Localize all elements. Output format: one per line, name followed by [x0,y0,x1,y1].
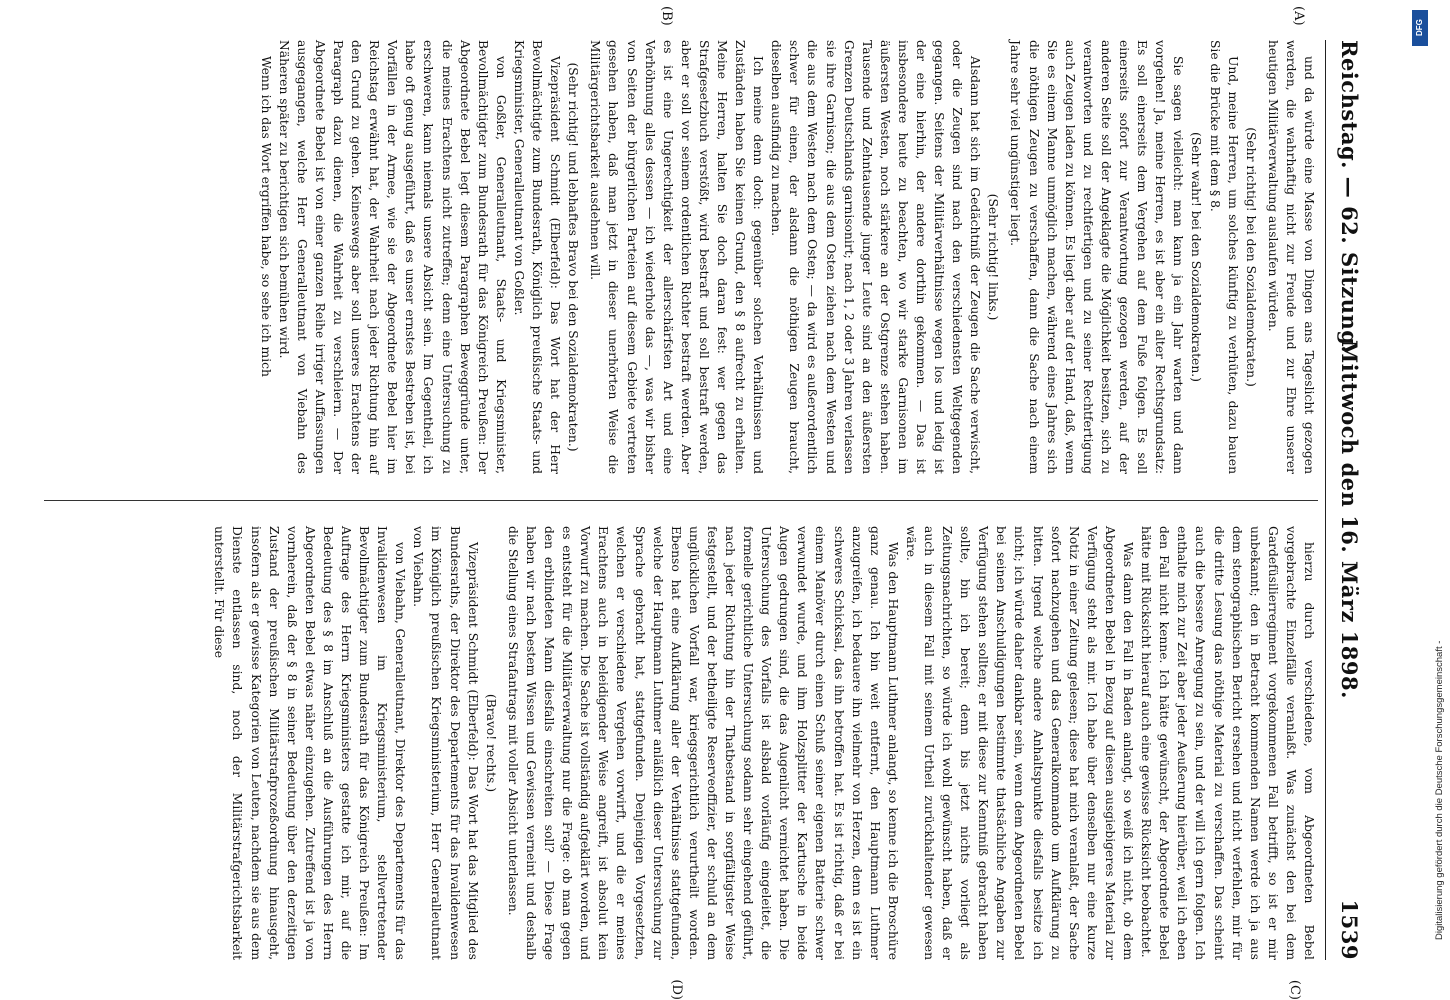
interjection: (Sehr richtig! und lebhaftes Bravo bei den Sozialdemokraten.) [566,62,581,452]
paragraph: von Viebahn, Generalleutnant, Direktor des Departements für das Invalidenwesen im Kriegsministerium, stellvertretender Bevollmächtigter zum Bundesrath für das Königreich Preußen: Im Auftrage des Herrn Kriegsministers gestatte ich mir, auf die Bedeutung des § 8 im Anschluß an die Ausführungen des Herrn Abgeordneten Bebel etwas näher einzugehen. Zutreffend ist ja von vornherein, daß der § 8 in seiner Bedeutung über den derzeitigen Zustand der preußischen Militärstrafprozeßordnung hinausgeht, insofern als er gewisse Kategorien von Leuten, nachdem sie aus dem Dienste entlassen sind, noch der Militärstrafgerichtsbarkeit unterstellt. Für diese [212,526,408,960]
document-page [44,6,1374,1000]
paragraph: hierzu durch verschiedene, vom Abgeordneten Bebel vorgebrachte Einzelfälle veranlaßt. Was zunächst den bei dem Gardefüsilierregiment vorgekommenen Fall betrifft, so ist er mir unbekannt; den in Betracht kommenden Namen werde ich ja aus dem stenographischen Bericht ersehen und nicht verfehlen, mir für die dritte Lesung das nöthige Material zu verschaffen. Das scheint auch die bessere Anregung zu sein, und der will ich gern folgen. Ich enthalte mich zur Zeit aber jeder Aeußerung hierüber, weil ich eben den Fall nicht kenne. Ich hätte gewünscht, der Abgeordnete Bebel hätte mit Rücksicht hierauf auch eine gewisse Rücksicht beobachtet. [1139,526,1316,960]
running-header [1322,40,1362,960]
header-date: Mittwoch den 16. März 1898. [1337,340,1362,699]
paragraph: Alsdann hat sich im Gedächtniß der Zeugen die Sache verwischt, oder die Zeugen sind nach den verschiedensten Weltgegenden gegangen. Seitens der Militärverhältnisse wegen los und ledig ist der eine hierhin, der andere dorthin gekommen. — Das ist insbesondere heute zu beachten, wo wir starke Garnisonen im äußersten Westen, noch stärkere an der Ostgrenze stehen haben. Tausende und Zehntausende junger Leute sind an den äußersten Grenzen Deutschlands garnisonirt; nach 1, 2 oder 3 Jahren verlassen sie ihre Garnison; die aus dem Osten ziehen nach dem Westen und die aus dem Westen nach dem Osten; — da wird es außerordentlich schwer für einen, der alsdann die nöthigen Zeugen braucht, dieselben ausfindig zu machen. [769,40,983,474]
paragraph: Und, meine Herren, um solches künftig zu verhüten, dazu bauen Sie die Brücke mit dem § 8. [1207,40,1240,474]
siglum-a: (A) [1291,6,1306,26]
column-divider [44,500,1318,501]
paragraph: und da würde eine Masse von Dingen ans Tageslicht gezogen werden, die wahrhaftig nicht zur Freude und zur Ehre unserer heutigen Militärverwaltung auslaufen würden. [1265,40,1316,474]
paragraph: von Goßler, Generalleutnant, Staats- und Kriegsminister, Bevollmächtigter zum Bundesrath für das Königreich Preußen: Der Abgeordnete Bebel legt diesem Paragraphen Beweggründe unter, die meines Erachtens nicht zutreffen; denn eine Untersuchung zu erschweren, kann niemals unsere Absicht sein. Im Gegentheil, ich habe oft genug ausgeführt, daß es unser ernstes Bestreben ist, bei Vorfällen in der Armee, wie sie der Abgeordnete Bebel hier im Reichstag erwähnt hat, der Wahrheit nach jeder Richtung hin auf den Grund zu gehen. Keineswegs aber soll unseres Erachtens der Paragraph dazu dienen, die Wahrheit zu verschleiern. — Der Abgeordnete Bebel ist von einer ganzen Reihe irriger Auffassungen ausgegangen, welche Herr Generalleutnant von Viebahn des Näheren später zu berichtigen sich bemühen wird. [276,40,508,474]
right-column [44,526,1318,960]
paragraph: Vizepräsident Schmidt (Elberfeld): Das Wort hat der Herr Bevollmächtigte zum Bundesrath, Königlich preußische Staats- und Kriegsminister, Generalleutnant von Goßler. [511,40,563,474]
paragraph: Vizepräsident Schmidt (Elberfeld): Das Wort hat das Mitglied des Bundesraths, der Direktor des Departements für das Invalidenwesen im Königlich preußischen Kriegsministerium, Herr Generalleutnant von Viebahn. [411,526,480,960]
header-rule [1325,40,1326,960]
credit-text: Digitalisierung gefördert durch die Deutsche Forschungsgemeinschaft - [1434,640,1445,940]
interjection: (Bravo! rechts.) [483,693,498,793]
dfg-logo: DFG [1412,10,1428,46]
paragraph: Was dann den Fall in Baden anlangt, so weiß ich nicht, ob dem Abgeordneten Bebel in Bezug auf diesen ausgiebigeres Material zur Verfügung steht als mir. Ich habe über denselben nur eine kurze Notiz in einer Zeitung gelesen; diese hat mich veranlaßt, der Sache sofort nachzugehen und das Generalkommando um Aufklärung zu bitten. Irgend welche andere Anhaltspunkte diesfalls besitze ich nicht; ich würde daher dankbar sein, wenn dem Abgeordneten Bebel bei seinen Anschuldigungen bestimmte thatsächliche Angaben zur Verfügung stehen sollten; er mit diese zur Kenntniß gebracht haben sollte, bin ich bereit; denn bis jetzt nichts vorliegt als Zeitungsnachrichten, so würde ich wohl gewünscht haben, daß er auch in diesem Fall mit seinem Urtheil zurückhaltender gewesen wäre. [903,526,1136,960]
paragraph: Sie sagen vielleicht: man kann ja ein Jahr warten und dann vorgehen! Ja, meine Herren, es ist aber ein alter Rechtsgrundsatz: Es soll einerseits dem Vergehen auf dem Fuße folgen. Es soll einerseits sofort zur Verantwortung gezogen werden, auf der anderen Seite soll der Angeklagte die Möglichkeit besitzen, sich zu verantworten und zu rechtfertigen und zu seiner Rechtfertigung auch Zeugen laden zu können. Es liegt aber auf der Hand, daß, wenn Sie es einem Manne unmöglich machen, während eines Jahres sich die nöthigen Zeugen zu verschaffen, dann die Sache nach einem Jahre sehr viel ungünstiger liegt. [1008,40,1186,474]
siglum-c: (C) [1287,979,1302,1000]
left-column [44,40,1318,474]
interjection: (Sehr richtig! links.) [986,193,1001,321]
header-left: Reichstag. — 62. Sitzung. [1337,40,1362,354]
page-number: 1539 [1337,899,1362,960]
digitization-credit [1410,60,1445,940]
siglum-d: (D) [669,979,684,1000]
siglum-b: (B) [659,6,674,26]
interjection: (Sehr richtig! bei den Sozialdemokraten.) [1243,127,1258,387]
paragraph: Ich meine denn doch: gegenüber solchen Verhältnissen und Zuständen haben Sie keinen Grund, den § 8 aufrecht zu erhalten. Meine Herren, halten Sie doch daran fest: wer gegen das Strafgesetzbuch verstößt, wird bestraft und soll bestraft werden, aber er soll vor seinem ordentlichen Richter bestraft werden. Aber es ist eine Ungerechtigkeit der allerschärfsten Art und eine Verhöhnung alles dessen — ich wiederhole das —, was wir bisher von Seiten der bürgerlichen Parteien auf diesem Gebiete vertreten gesehen haben, daß man jetzt in dieser unerhörten Weise die Militärgerichtsbarkeit ausdehnen will. [588,40,766,474]
paragraph: Was den Hauptmann Luthmer anlangt, so kenne ich die Broschüre ganz genau. Ich bin weit entfernt, den Hauptmann Luthmer anzugreifen, ich bedauere ihn vielmehr von Herzen, denn es ist ein schweres Schicksal, das ihn betroffen hat. Es ist richtig, daß er bei einem Manöver durch einen Schuß seiner eigenen Batterie schwer verwundet wurde, und ihm Holzsplitter der Kartusche in beide Augen gedrungen sind, die das Augenlicht vernichtet haben. Die Untersuchung des Vorfalls ist alsbald vorläufig eingeleitet, die formelle gerichtliche Untersuchung sodann sehr eingehend geführt, nach jeder Richtung hin der Thatbestand in sorgfältigster Weise festgestellt, und der betheiligte Reserveoffizier, der schuld an dem unglücklichen Vorfall war, kriegsgerichtlich verurtheilt worden. Ebenso hat eine Aufklärung aller der Verhältnisse stattgefunden, welche der Hauptmann Luthmer anläßlich dieser Untersuchung zur Sprache gebracht hat, stattgefunden. Denjenigen Vorgesetzten, welchen er verschiedene Vergehen vorwirft, und die er meines Erachtens auch in beleidigender Weise angreift, ist absolut kein Vorwurf zu machen. Die Sache ist vollständig aufgeklärt worden, und es entsteht für die Militärverwaltung nur die Frage: ob man gegen den erblindeten Mann diesfalls einschreiten soll? — Diese Frage haben wir nach bestem Wissen und Gewissen verneint und deshalb die Stellung eines Strafantrags mit voller Absicht unterlassen. [505,526,900,960]
paragraph: Wenn ich das Wort ergriffen habe, so sehe ich mich [258,56,273,377]
interjection: (Sehr wahr! bei den Sozialdemokraten.) [1189,132,1204,382]
